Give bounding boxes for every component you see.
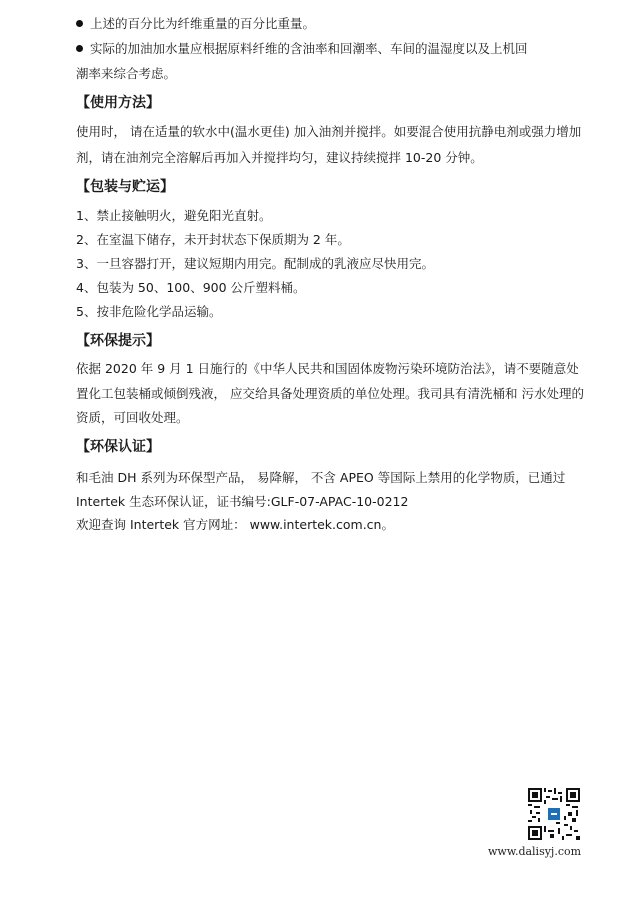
packaging-item: 1、禁止接触明火，避免阳光直射。 bbox=[76, 208, 272, 223]
website-url: www.dalisyj.com bbox=[488, 845, 582, 858]
env-cert-text-line: Intertek 生态环保认证，证书编号:GLF-07-APAC-10-0212 bbox=[76, 494, 409, 509]
qr-code-icon bbox=[528, 788, 580, 840]
env-cert-text-line: 和毛油 DH 系列为环保型产品， 易降解， 不含 APEO 等国际上禁用的化学物质，已通过 bbox=[76, 470, 566, 485]
env-tips-text-line: 置化工包装桶或倾倒残液， 应交给具备处理资质的单位处理。我司具有清洗桶和 污水处理的 bbox=[76, 386, 584, 401]
env-tips-text-line: 资质，可回收处理。 bbox=[76, 410, 189, 425]
env-cert-heading: 【环保认证】 bbox=[76, 439, 160, 455]
packaging-item: 4、包装为 50、100、900 公斤塑料桶。 bbox=[76, 280, 306, 295]
note-bullet-1 bbox=[76, 12, 315, 35]
note-text: 上述的百分比为纤维重量的百分比重量。 bbox=[90, 16, 316, 31]
usage-text-line: 剂，请在油剂完全溶解后再加入并搅拌均匀，建议持续搅拌 10-20 分钟。 bbox=[76, 150, 483, 165]
usage-text-line: 使用时， 请在适量的软水中(温水更佳) 加入油剂并搅拌。如要混合使用抗静电剂或强力增加 bbox=[76, 124, 582, 139]
usage-heading: 【使用方法】 bbox=[76, 95, 160, 111]
packaging-item: 5、按非危险化学品运输。 bbox=[76, 304, 222, 319]
env-tips-text-line: 依据 2020 年 9 月 1 日施行的《中华人民共和国固体废物污染环境防治法》，请不要随意处 bbox=[76, 361, 579, 376]
packaging-item: 3、一旦容器打开，建议短期内用完。配制成的乳液应尽快用完。 bbox=[76, 256, 434, 271]
env-cert-text-line: 欢迎查询 Intertek 官方网址： www.intertek.com.cn。 bbox=[76, 517, 394, 532]
packaging-item: 2、在室温下储存，未开封状态下保质期为 2 年。 bbox=[76, 232, 350, 247]
packaging-heading: 【包装与贮运】 bbox=[76, 179, 174, 195]
note-text-continued: 潮率来综合考虑。 bbox=[76, 66, 177, 81]
bullet-dot-icon bbox=[76, 45, 83, 52]
note-bullet-2 bbox=[76, 37, 528, 60]
env-tips-heading: 【环保提示】 bbox=[76, 333, 160, 349]
bullet-dot-icon bbox=[76, 20, 83, 27]
note-text: 实际的加油加水量应根据原料纤维的含油率和回潮率、车间的温湿度以及上机回 bbox=[90, 41, 528, 56]
